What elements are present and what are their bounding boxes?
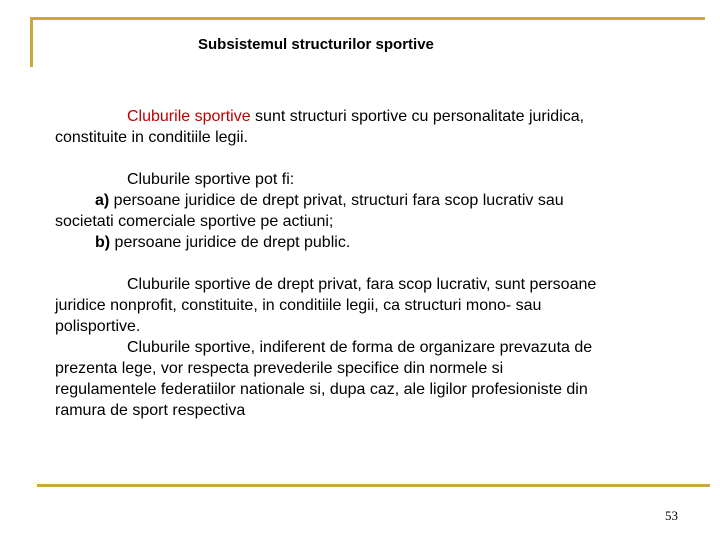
paragraph-4-line-2: prezenta lege, vor respecta prevederile specifice din normele si [55, 360, 504, 377]
highlight-term: Cluburile sportive [127, 108, 251, 125]
paragraph-1-line-2: constituite in conditiile legii. [55, 129, 248, 146]
paragraph-4-line-4: ramura de sport respectiva [55, 402, 246, 419]
slide-title: Subsistemul structurilor sportive [198, 36, 434, 53]
list-item-a: a) persoane juridice de drept privat, structuri fara scop lucrativ sau [95, 192, 564, 209]
frame-top-line [30, 17, 705, 20]
paragraph-2-intro: Cluburile sportive pot fi: [127, 171, 295, 188]
paragraph-4-line-1: Cluburile sportive, indiferent de forma de organizare prevazuta de [127, 339, 593, 356]
list-item-b-label: b) [95, 234, 111, 251]
paragraph-3-line-2: juridice nonprofit, constituite, in conditiile legii, ca structuri mono- sau [55, 297, 542, 314]
slide-number: 53 [665, 508, 678, 523]
paragraph-4-line-3: regulamentele federatiilor nationale si, dupa caz, ale ligilor profesioniste din [55, 381, 588, 398]
list-item-a-continuation: societati comerciale sportive pe actiuni; [55, 213, 334, 230]
list-item-b: b) persoane juridice de drept public. [95, 234, 351, 251]
paragraph-3-line-3: polisportive. [55, 318, 141, 335]
slide-body [55, 106, 665, 421]
list-item-a-label: a) [95, 192, 110, 209]
frame-left-line [30, 17, 33, 67]
paragraph-3-line-1: Cluburile sportive de drept privat, fara scop lucrativ, sunt persoane [127, 276, 597, 293]
frame-bottom-line [37, 484, 710, 487]
paragraph-1-line-1: Cluburile sportive sunt structuri sportive cu personalitate juridica, [127, 108, 585, 125]
